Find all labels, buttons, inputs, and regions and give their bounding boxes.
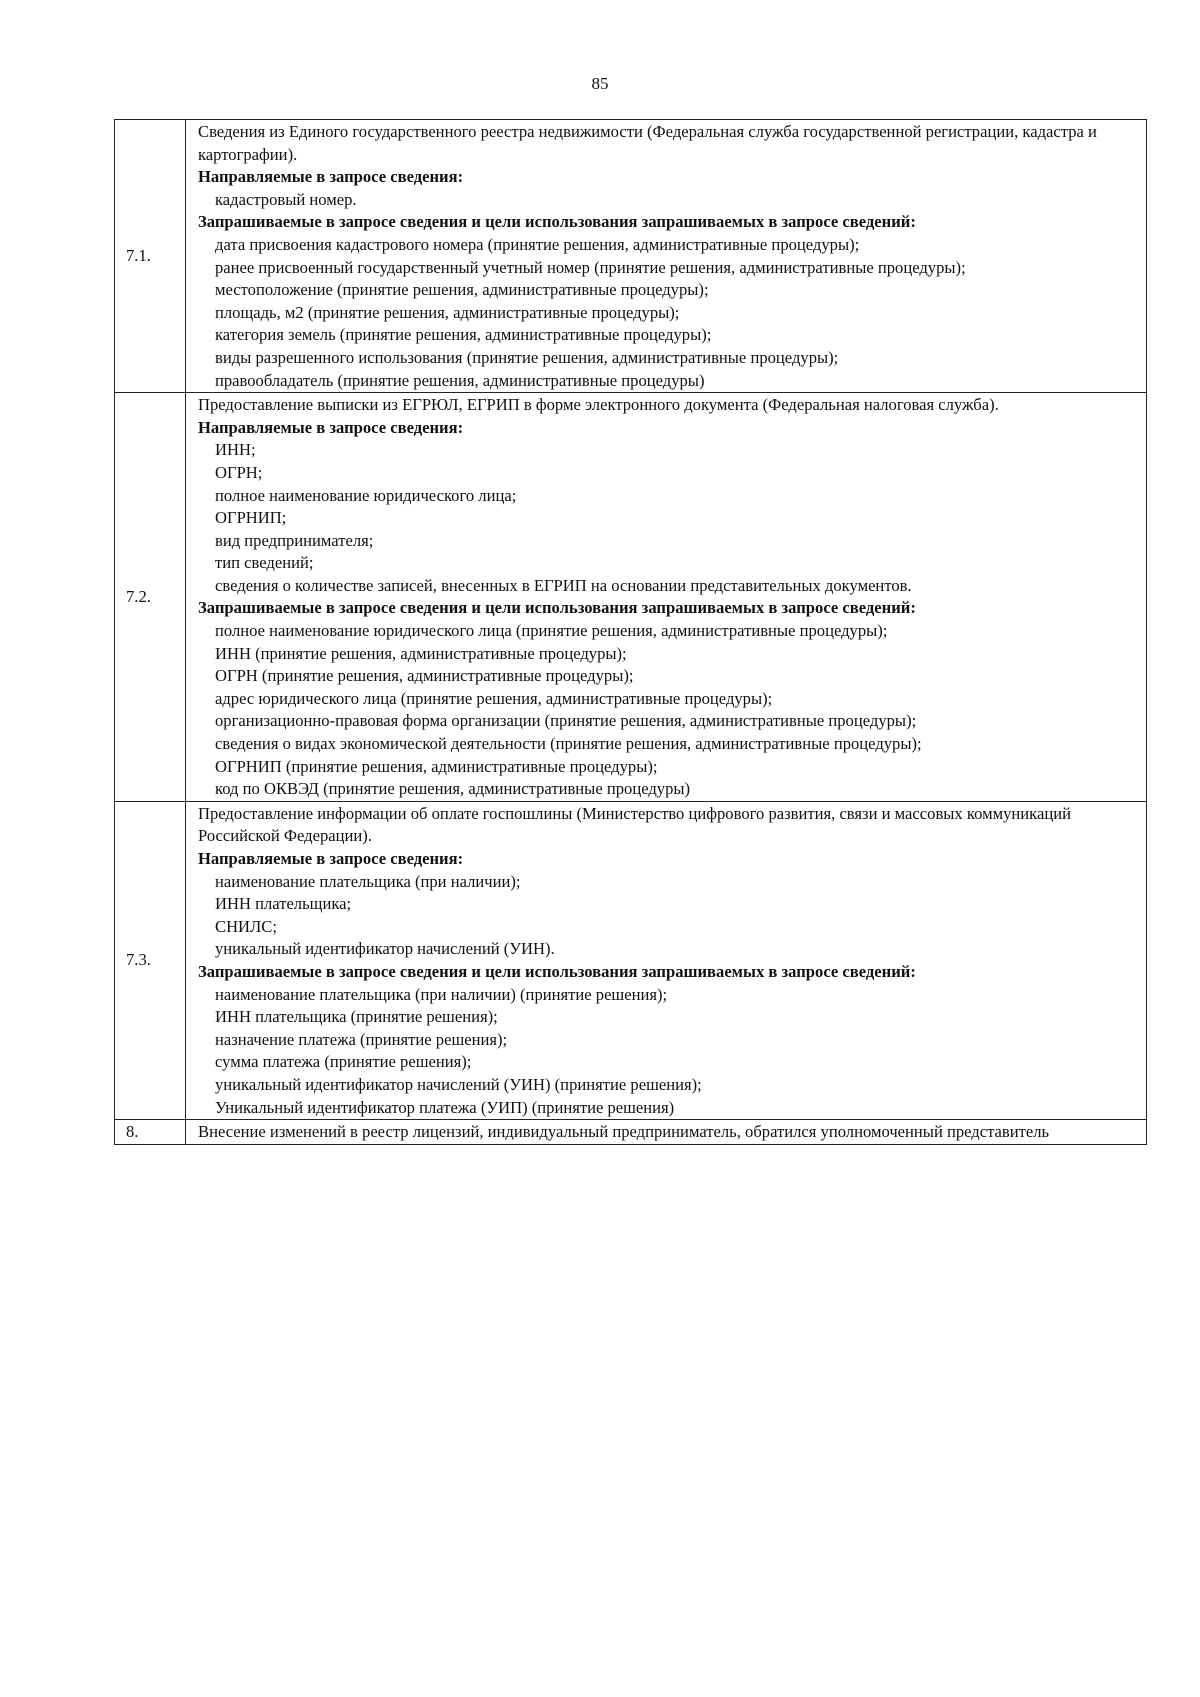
row-intro: Предоставление информации об оплате госпошлины (Министерство цифрового развития, связи и массовых коммуникаций Российской Федерации). — [198, 803, 1071, 846]
list-item: ОГРНИП (принятие решения, административные процедуры); — [215, 756, 658, 776]
list-item: дата присвоения кадастрового номера (принятие решения, административные процедуры); — [215, 234, 860, 254]
row-content — [186, 393, 1147, 802]
table-row — [115, 120, 1147, 393]
row-number: 8. — [115, 1120, 186, 1145]
list-item: виды разрешенного использования (принятие решения, административные процедуры); — [215, 347, 839, 367]
table-row — [115, 1120, 1147, 1145]
list-item: полное наименование юридического лица; — [215, 485, 517, 505]
list-item: ИНН; — [215, 440, 256, 460]
requested-heading: Запрашиваемые в запросе сведения и цели использования запрашиваемых в запросе сведений: — [198, 961, 916, 981]
list-item: ОГРН; — [215, 462, 263, 482]
page-number: 85 — [591, 74, 609, 93]
list-item: категория земель (принятие решения, административные процедуры); — [215, 325, 712, 345]
table-row — [115, 393, 1147, 802]
row-content — [186, 801, 1147, 1119]
sent-heading: Направляемые в запросе сведения: — [198, 417, 464, 437]
list-item: полное наименование юридического лица (принятие решения, административные процедуры); — [215, 621, 888, 641]
list-item: Уникальный идентификатор платежа (УИП) (принятие решения) — [215, 1097, 675, 1117]
list-item: СНИЛС; — [215, 916, 277, 936]
list-item: наименование плательщика (при наличии); — [215, 871, 521, 891]
list-item: уникальный идентификатор начислений (УИН). — [215, 939, 555, 959]
list-item: ранее присвоенный государственный учетный номер (принятие решения, административные процедуры); — [215, 257, 966, 277]
list-item: назначение платежа (принятие решения); — [215, 1029, 508, 1049]
list-item: сведения о видах экономической деятельности (принятие решения, административные процедуры); — [215, 734, 922, 754]
row-number: 7.3. — [115, 801, 186, 1119]
list-item: ИНН плательщика (принятие решения); — [215, 1007, 498, 1027]
requested-heading: Запрашиваемые в запросе сведения и цели использования запрашиваемых в запросе сведений: — [198, 598, 916, 618]
list-item: кадастровый номер. — [215, 189, 357, 209]
requested-heading: Запрашиваемые в запросе сведения и цели использования запрашиваемых в запросе сведений: — [198, 212, 916, 232]
sent-heading: Направляемые в запросе сведения: — [198, 167, 464, 187]
list-item: сведения о количестве записей, внесенных в ЕГРИП на основании представительных документов. — [215, 575, 912, 595]
table-row — [115, 801, 1147, 1119]
list-item: площадь, м2 (принятие решения, административные процедуры); — [215, 302, 680, 322]
row-intro: Внесение изменений в реестр лицензий, индивидуальный предприниматель, обратился уполномоченный представитель — [198, 1122, 1050, 1142]
list-item: сумма платежа (принятие решения); — [215, 1052, 472, 1072]
sent-heading: Направляемые в запросе сведения: — [198, 849, 464, 868]
row-content — [186, 120, 1147, 393]
row-number: 7.1. — [115, 120, 186, 393]
list-item: тип сведений; — [215, 553, 314, 573]
list-item: наименование плательщика (при наличии) (принятие решения); — [215, 984, 668, 1004]
list-item: ОГРНИП; — [215, 508, 287, 528]
services-table — [114, 119, 1147, 1145]
row-intro: Предоставление выписки из ЕГРЮЛ, ЕГРИП в форме электронного документа (Федеральная налоговая служба). — [198, 395, 999, 415]
list-item: уникальный идентификатор начислений (УИН) (принятие решения); — [215, 1074, 702, 1094]
list-item: адрес юридического лица (принятие решения, административные процедуры); — [215, 688, 773, 708]
list-item: код по ОКВЭД (принятие решения, административные процедуры) — [215, 779, 691, 799]
list-item: правообладатель (принятие решения, административные процедуры) — [215, 370, 705, 390]
list-item: местоположение (принятие решения, административные процедуры); — [215, 280, 709, 300]
row-intro: Сведения из Единого государственного реестра недвижимости (Федеральная служба государственной регистрации, кадастра и картографии). — [198, 122, 1097, 164]
list-item: организационно-правовая форма организации (принятие решения, административные процедуры); — [215, 711, 917, 731]
list-item: ИНН (принятие решения, административные процедуры); — [215, 643, 627, 663]
list-item: вид предпринимателя; — [215, 530, 374, 550]
list-item: ИНН плательщика; — [215, 894, 352, 914]
row-content — [186, 1120, 1147, 1145]
list-item: ОГРН (принятие решения, административные процедуры); — [215, 666, 634, 686]
row-number: 7.2. — [115, 393, 186, 802]
